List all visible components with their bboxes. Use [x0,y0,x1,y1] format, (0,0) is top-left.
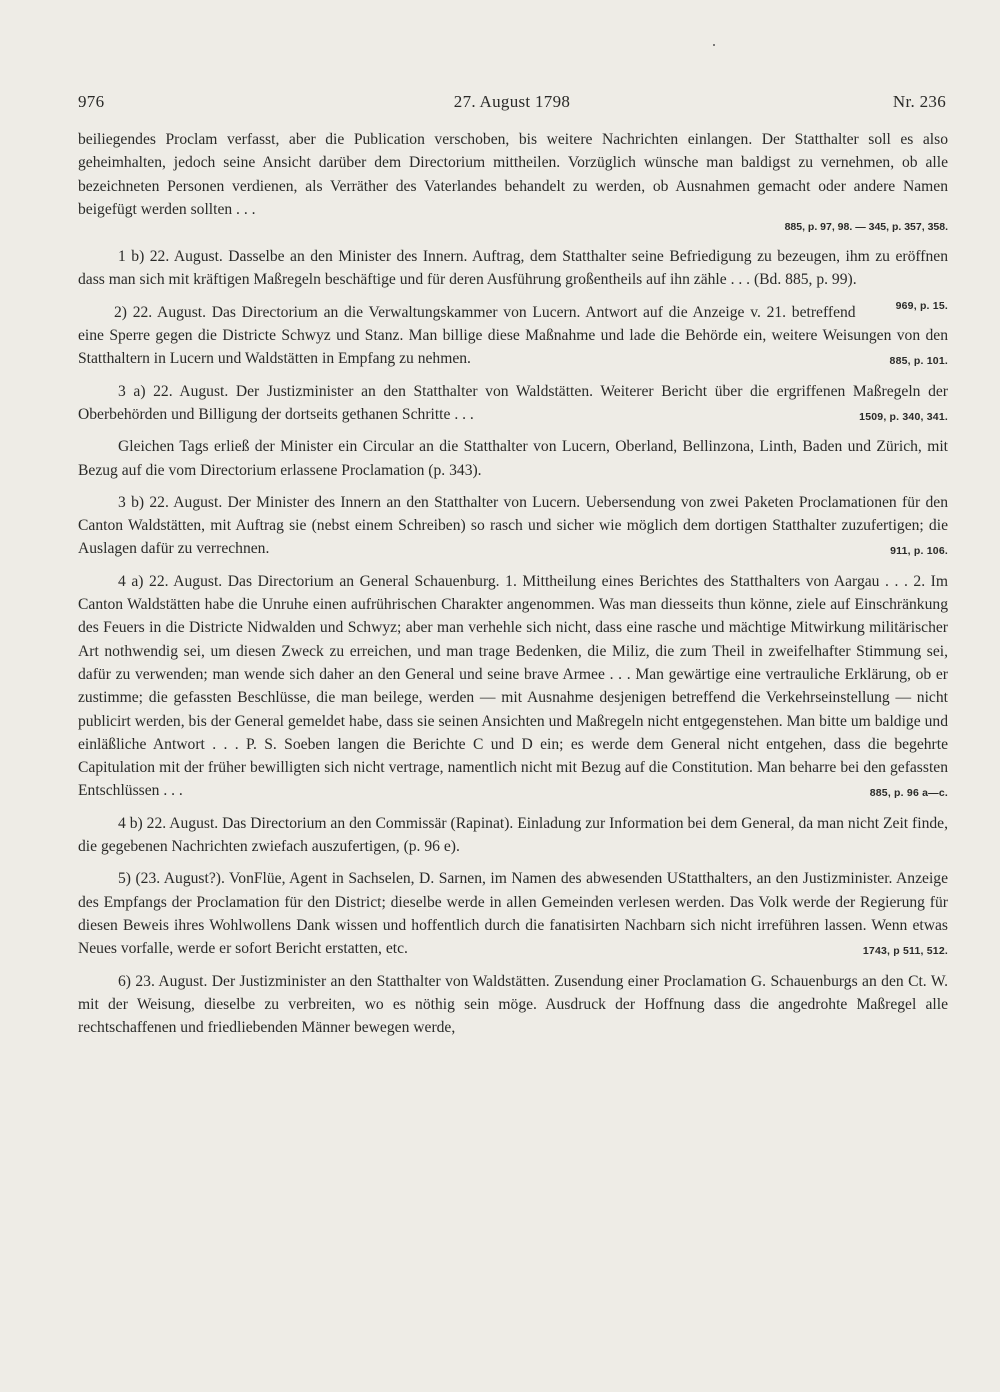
paragraph-3b [78,491,948,561]
paragraph-text: 6) 23. August. Der Justizminister an den Statthalter von Waldstätten. Zusendung einer Proclamation G. Schauenburgs an den Ct. W. mit der Weisung, dieselbe zu verbreiten, wo es nöthig sein möge. Ausdruck der Hoffnung dass die angedrohte Maßregel alle rechtschaffenen und friedliebenden Männer bewegen werde, [78,972,948,1037]
archive-reference: 1743, p 511, 512. [862,945,948,958]
page-number: 976 [78,92,105,111]
paragraph-2 [78,301,948,371]
document-body [78,128,948,1048]
paragraph-5 [78,867,948,960]
archive-reference: 885, p. 96 a—c. [869,787,948,800]
paragraph-4a [78,570,948,803]
document-number: Nr. 236 [892,92,946,111]
paragraph-text: 3 a) 22. August. Der Justizminister an den Statthalter von Waldstätten. Weiterer Bericht über die ergriffenen Maßregeln der Oberbehörden und Billigung der dortseits gethanen Schritte . . . [78,382,948,423]
header-date: 27. August 1798 [453,92,571,111]
archive-reference: 969, p. 15. [895,299,948,312]
paragraph-text: 4 b) 22. August. Das Directorium an den Commissär (Rapinat). Einladung zur Information bei dem General, da man nicht Zeit finde, die gegebenen Nachrichten zwiefach auszufertigen, (p. 96 e). [78,814,948,856]
paragraph-continuation [78,128,948,236]
archive-reference: 1509, p. 340, 341. [859,410,948,423]
archive-reference: 911, p. 106. [890,545,948,558]
page-header [78,92,946,116]
archive-reference: 885, p. 97, 98. — 345, p. 357, 358. [784,221,948,234]
paragraph-text: 2) 22. August. Das Directorium an die Verwaltungskammer von Lucern. Antwort auf die Anzeige v. 21. betreffend eine Sperre gegen die Districte Schwyz und Stanz. Man billige diese Maßnahme und lade die Behörde ein, weitere Weisungen von den Statthaltern in Lucern und Waldstätten in Empfang zu nehmen. [78,303,948,368]
paragraph-4b [78,812,948,859]
paragraph-1b [78,245,948,312]
paragraph-3a [78,380,948,427]
paragraph-text: Gleichen Tags erließ der Minister ein Circular an die Statthalter von Lucern, Oberland, Bellinzona, Linth, Baden und Zürich, mit Bezug auf die vom Directorium erlassene Proclamation (p. 343). [78,438,948,479]
paragraph-text: 3 b) 22. August. Der Minister des Innern an den Statthalter von Lucern. Uebersendung von zwei Paketen Proclamationen für den Canton Waldstätten, mit Auftrag sie (nebst einem Schreiben) so rasch und sicher wie möglich dem dortigen Statthalter zuzufertigen; die Auslagen dafür zu verrechnen. [78,493,948,558]
paragraph-text: 4 a) 22. August. Das Directorium an General Schauenburg. 1. Mittheilung eines Berichtes des Statthalters von Aargau . . . 2. Im Canton Waldstätten habe die Unruhe einen aufrührischen Charakter angenommen. Was man diesseits thun könne, ziele auf Einschränkung des Feuers in die Districte Nidwalden und Schwyz; aber man verhehle sich nicht, dass eine rasche und mächtige Mitwirkung militärischer Art nothwendig sei, um diesen Zweck zu erreichen, und man trage Bedenken, die Miliz, die zum Theil in zweifelhafter Stimmung sei, dafür zu verwenden; man wende sich daher an den General und seine brave Armee . . . Man gewärtige eine vertrauliche Erklärung, ob er zustimme; die gefassten Beschlüsse, die man beilege, werden — mit Ausnahme desjenigen betreffend die Verkehrseinstellung — nicht publicirt werden, bis der General gemeldet habe, dass sie seinen Ansichten und Maßregeln nicht entgegenstehen. Man bitte um baldige und einläßliche Antwort . . . P. S. Soeben langen die Berichte C und D ein; es werde dem General nicht entgehen, dass die begehrte Capitulation mit der früher bewilligten sich nicht vertrage, namentlich nicht mit Bezug auf die Constitution. Man beharre bei den gefassten Entschlüssen . . . [78,572,948,800]
paragraph-gleichen-tags [78,435,948,482]
paragraph-text: beiliegendes Proclam verfasst, aber die Publication verschoben, bis weitere Nachrichten einlangen. Der Statthalter soll es also geheimhalten, jedoch seine Ansicht darüber dem Directorium mittheilen. Vorzüglich wünsche man baldigst zu vernehmen, ob alle bezeichneten Personen verdienen, als Verräther des Vaterlandes behandelt zu werden, ob Ausnahmen gemacht oder andere Namen beigefügt werden sollten . . . [78,131,948,218]
archive-reference: 885, p. 101. [889,355,948,368]
paragraph-text: 5) (23. August?). VonFlüe, Agent in Sachselen, D. Sarnen, im Namen des abwesenden UStatthalters, an den Justizminister. Anzeige des Empfangs der Proclamation für den District; dieselbe werde in allen Gemeinden verlesen werden. Das Volk werde der Regierung für diesen Beweis ihres Wohlwollens Dank wissen und hoffentlich durch die fanatisirten Nachbarn sich nicht irreführen lassen. Wenn etwas Neues vorfalle, werde er sofort Bericht erstatten, etc. [78,870,948,958]
paragraph-text: 1 b) 22. August. Dasselbe an den Minister des Innern. Auftrag, dem Statthalter seine Befriedigung zu bezeugen, ihm zu eröffnen dass man sich mit kräftigen Maßregeln beschäftige und für deren Ausführung großentheils auf ihn zähle . . . (Bd. 885, p. 99). [78,248,948,289]
paragraph-6 [78,970,948,1040]
speck-mark [713,44,715,46]
